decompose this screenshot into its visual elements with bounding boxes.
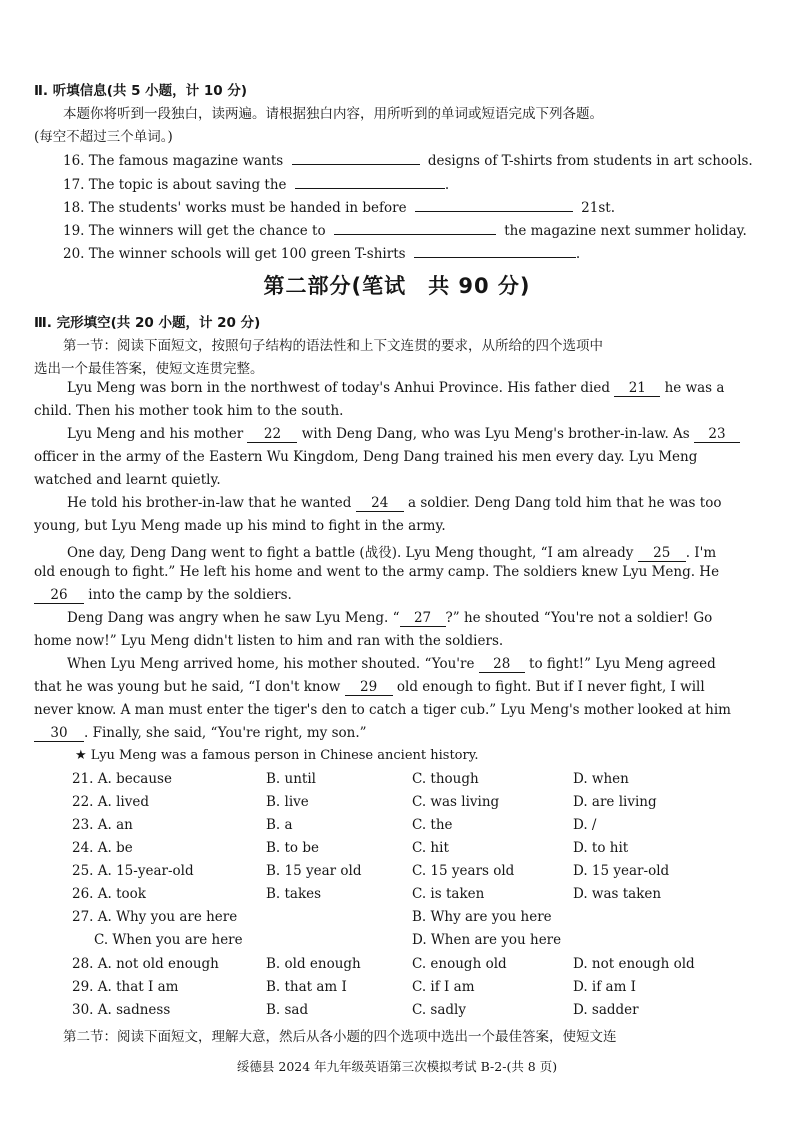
passage-text: One day, Deng Dang went to fight a battle (战役). Lyu Meng thought, “I am already (67, 545, 634, 561)
option-21-d[interactable]: D. when (573, 771, 629, 787)
option-30-b[interactable]: B. sad (266, 1002, 309, 1018)
option-24-c[interactable]: C. hit (412, 840, 449, 856)
passage-text: ?” he shouted “You're not a soldier! Go (445, 610, 713, 626)
section-2-heading: Ⅱ. 听填信息(共 5 小题，计 10 分) (34, 83, 248, 99)
passage-line (34, 679, 705, 696)
passage-line: officer in the army of the Eastern Wu Kingdom, Deng Dang trained his men every day. Lyu Meng (34, 449, 698, 465)
option-26-a[interactable]: 26. A. took (72, 886, 146, 902)
question-20-text: 20. The winner schools will get 100 green T-shirts (63, 246, 406, 262)
section-2-instruction: 本题你将听到一段独白，读两遍。请根据独白内容，用所听到的单词或短语完成下列各题。 (63, 106, 603, 122)
option-29-d[interactable]: D. if am I (573, 979, 637, 995)
option-27-b[interactable]: B. Why are you here (412, 909, 552, 925)
option-28-c[interactable]: C. enough old (412, 956, 507, 972)
option-25-d[interactable]: D. 15 year-old (573, 863, 670, 879)
question-16-text-end: designs of T-shirts from students in art schools. (427, 153, 753, 169)
passage-line: never know. A man must enter the tiger's den to catch a tiger cub.” Lyu Meng's mother looked at him (34, 702, 731, 718)
answer-blank-20[interactable] (414, 242, 576, 258)
section-3-sub2-instruction: 第二节：阅读下面短文，理解大意，然后从各小题的四个选项中选出一个最佳答案，使短文连 (63, 1029, 617, 1045)
passage-line (67, 426, 740, 443)
option-28-d[interactable]: D. not enough old (573, 956, 695, 972)
passage-text: to fight!” Lyu Meng agreed (529, 656, 716, 672)
passage-line (34, 725, 367, 742)
question-17 (63, 173, 449, 193)
passage-line: child. Then his mother took him to the south. (34, 403, 344, 419)
option-26-c[interactable]: C. is taken (412, 886, 485, 902)
answer-blank-16[interactable] (292, 149, 420, 165)
question-19 (63, 219, 747, 239)
question-19-text-end: the magazine next summer holiday. (504, 223, 747, 239)
passage-text: When Lyu Meng arrived home, his mother shouted. “You're (67, 656, 475, 672)
option-29-c[interactable]: C. if I am (412, 979, 475, 995)
option-24-b[interactable]: B. to be (266, 840, 319, 856)
passage-text: with Deng Dang, who was Lyu Meng's brother-in-law. As (301, 426, 690, 442)
page-footer: 绥德县 2024 年九年级英语第三次模拟考试 B-2-(共 8 页) (236, 1059, 558, 1074)
blank-26[interactable]: 26 (34, 588, 84, 604)
passage-line: home now!” Lyu Meng didn't listen to him and ran with the soldiers. (34, 633, 504, 649)
question-17-text: 17. The topic is about saving the (63, 177, 287, 193)
blank-21[interactable]: 21 (614, 381, 660, 397)
option-21-c[interactable]: C. though (412, 771, 479, 787)
question-16 (63, 149, 753, 169)
option-25-c[interactable]: C. 15 years old (412, 863, 515, 879)
passage-line (34, 587, 292, 604)
blank-30[interactable]: 30 (34, 726, 84, 742)
passage-line (67, 380, 724, 397)
passage-text: He told his brother-in-law that he wanted (67, 495, 352, 511)
blank-27[interactable]: 27 (400, 611, 446, 627)
option-29-a[interactable]: 29. A. that I am (72, 979, 179, 995)
passage-line (67, 541, 716, 562)
option-23-a[interactable]: 23. A. an (72, 817, 133, 833)
option-27-d[interactable]: D. When are you here (412, 932, 562, 948)
answer-blank-19[interactable] (334, 219, 496, 235)
option-23-b[interactable]: B. a (266, 817, 293, 833)
passage-line: young, but Lyu Meng made up his mind to fight in the army. (34, 518, 446, 534)
section-2-instruction-note: (每空不超过三个单词。) (34, 129, 173, 145)
option-26-d[interactable]: D. was taken (573, 886, 662, 902)
passage-footnote: ★ Lyu Meng was a famous person in Chinese ancient history. (75, 748, 479, 763)
option-30-a[interactable]: 30. A. sadness (72, 1002, 171, 1018)
blank-28[interactable]: 28 (479, 657, 525, 673)
question-20 (63, 242, 580, 262)
option-22-d[interactable]: D. are living (573, 794, 657, 810)
passage-text: he was a (664, 380, 725, 396)
option-21-a[interactable]: 21. A. because (72, 771, 172, 787)
option-21-b[interactable]: B. until (266, 771, 316, 787)
blank-29[interactable]: 29 (345, 680, 393, 696)
section-3-heading: Ⅲ. 完形填空(共 20 小题，计 20 分) (34, 315, 261, 331)
passage-text: . Finally, she said, “You're right, my son.” (84, 725, 367, 741)
passage-line: old enough to fight.” He left his home and went to the army camp. The soldiers knew Lyu Meng. He (34, 564, 720, 580)
passage-text: that he was young but he said, “I don't know (34, 679, 341, 695)
option-30-c[interactable]: C. sadly (412, 1002, 466, 1018)
question-18-text: 18. The students' works must be handed in before (63, 200, 407, 216)
answer-blank-17[interactable] (295, 173, 445, 189)
passage-text: into the camp by the soldiers. (88, 587, 292, 603)
blank-25[interactable]: 25 (638, 546, 686, 562)
passage-line (67, 656, 716, 673)
passage-text: old enough to fight. But if I never fight, I will (396, 679, 705, 695)
passage-text: Lyu Meng was born in the northwest of today's Anhui Province. His father died (67, 380, 610, 396)
option-25-a[interactable]: 25. A. 15-year-old (72, 863, 194, 879)
passage-text: Deng Dang was angry when he saw Lyu Meng. “ (67, 610, 400, 626)
question-20-text-end: . (575, 246, 581, 262)
option-23-d[interactable]: D. / (573, 817, 597, 833)
option-26-b[interactable]: B. takes (266, 886, 322, 902)
section-3-instruction-cont: 选出一个最佳答案，使短文连贯完整。 (34, 361, 264, 377)
blank-23[interactable]: 23 (694, 427, 740, 443)
question-17-text-end: . (444, 177, 450, 193)
option-28-b[interactable]: B. old enough (266, 956, 361, 972)
passage-line: watched and learnt quietly. (34, 472, 221, 488)
question-16-text: 16. The famous magazine wants (63, 153, 284, 169)
question-19-text: 19. The winners will get the chance to (63, 223, 326, 239)
option-23-c[interactable]: C. the (412, 817, 453, 833)
question-18 (63, 196, 615, 216)
option-24-a[interactable]: 24. A. be (72, 840, 133, 856)
passage-line (67, 495, 721, 512)
option-22-b[interactable]: B. live (266, 794, 309, 810)
option-25-b[interactable]: B. 15 year old (266, 863, 362, 879)
answer-blank-18[interactable] (415, 196, 573, 212)
option-27-a[interactable]: 27. A. Why you are here (72, 909, 238, 925)
question-18-text-end: 21st. (581, 200, 615, 216)
blank-22[interactable]: 22 (247, 427, 297, 443)
option-27-c[interactable]: C. When you are here (94, 932, 243, 948)
passage-text: . I'm (685, 545, 717, 561)
blank-24[interactable]: 24 (356, 496, 404, 512)
option-29-b[interactable]: B. that am I (266, 979, 347, 995)
passage-line (67, 610, 712, 627)
option-28-a[interactable]: 28. A. not old enough (72, 956, 219, 972)
passage-text: a soldier. Deng Dang told him that he was too (408, 495, 722, 511)
option-24-d[interactable]: D. to hit (573, 840, 629, 856)
part-2-title: 第二部分(笔试 共 90 分) (263, 274, 531, 298)
option-30-d[interactable]: D. sadder (573, 1002, 639, 1018)
option-22-a[interactable]: 22. A. lived (72, 794, 149, 810)
section-3-instruction: 第一节：阅读下面短文，按照句子结构的语法性和上下文连贯的要求，从所给的四个选项中 (63, 338, 603, 354)
passage-text: Lyu Meng and his mother (67, 426, 244, 442)
option-22-c[interactable]: C. was living (412, 794, 500, 810)
